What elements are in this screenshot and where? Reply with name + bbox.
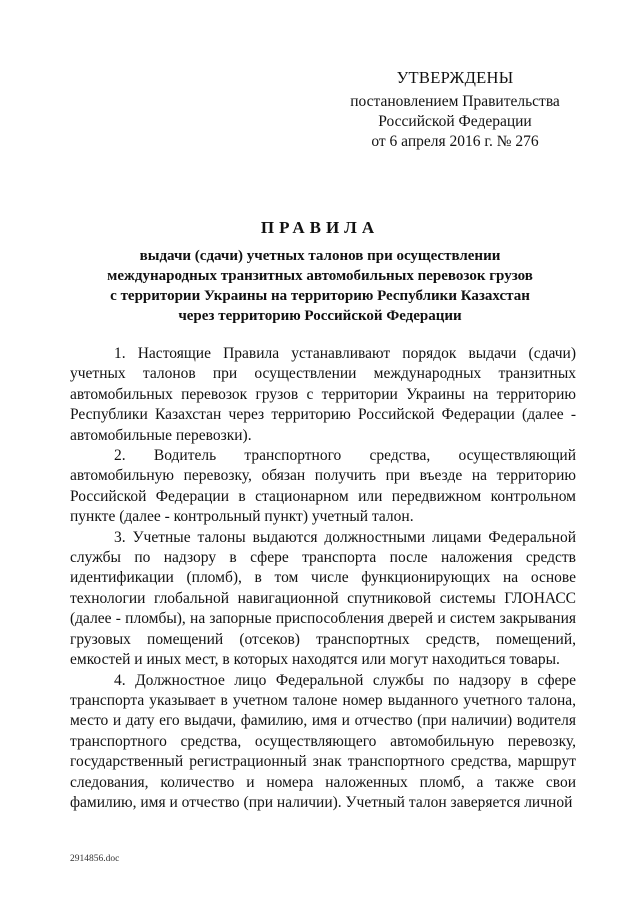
document-title: ПРАВИЛА (260, 218, 380, 237)
subtitle-line-2: международных транзитных автомобильных перевозок грузов (107, 268, 533, 284)
paragraph-4: 4. Должностное лицо Федеральной службы по надзору в сфере транспорта указывает в учетном талоне номер выданного учетного талона, место и дату его выдачи, фамилию, имя и отчество (при наличии) водителя транспортного средства, осуществляющего автомобильную перевозку, государственный регистрационный знак транспортного средства, маршрут следования, количество и номера наложенных пломб, а также свои фамилию, имя и отчество (при наличии). Учетный талон заверяется личной (70, 671, 576, 811)
subtitle-line-4: через территорию Российской Федерации (178, 308, 462, 324)
approval-heading: УТВЕРЖДЕНЫ (396, 68, 514, 87)
approval-line-3: от 6 апреля 2016 г. № 276 (371, 133, 539, 150)
document-subtitle (70, 246, 570, 326)
paragraph-2: 2. Водитель транспортного средства, осуществляющий автомобильную перевозку, обязан получить при въезде на территорию Российской Федерации в стационарном или передвижном контрольном пункте (далее - контрольный пункт) учетный талон. (70, 447, 576, 526)
paragraph-3: 3. Учетные талоны выдаются должностными лицами Федеральной службы по надзору в сфере транспорта после наложения средств идентификации (пломб), в том числе функционирующих на основе технологии глобальной навигационной спутниковой системы ГЛОНАСС (далее - пломбы), на запорные приспособления дверей и систем закрывания грузовых помещений (отсеков) транспортных средств, помещений, емкостей и иных мест, в которых находятся или могут находиться товары. (70, 528, 576, 669)
paragraph-1: 1. Настоящие Правила устанавливают порядок выдачи (сдачи) учетных талонов при осуществлении международных транзитных автомобильных перевозок грузов с территории Украины на территорию Республики Казахстан через территорию Российской Федерации (далее - автомобильные перевозки). (70, 345, 576, 444)
document-body (70, 344, 576, 813)
subtitle-line-3: с территории Украины на территорию Республики Казахстан (110, 288, 530, 304)
subtitle-line-1: выдачи (сдачи) учетных талонов при осуществлении (139, 248, 501, 264)
approval-stamp (330, 68, 580, 152)
file-name-footer: 2914856.doc (70, 854, 120, 864)
approval-line-1: постановлением Правительства (350, 93, 560, 110)
approval-line-2: Российской Федерации (378, 113, 532, 130)
